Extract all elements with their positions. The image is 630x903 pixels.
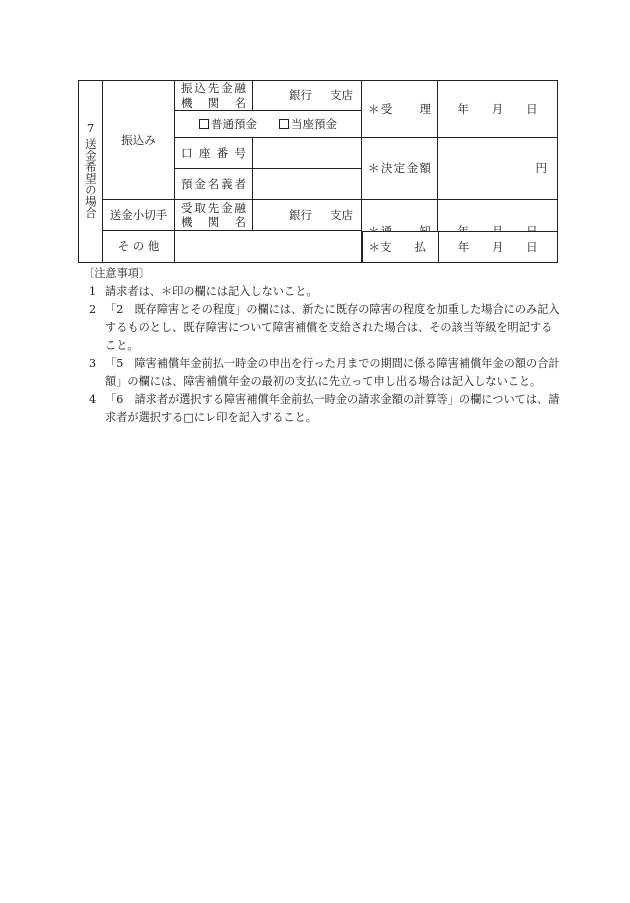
kettei-label: ＊決定金額 [362, 138, 438, 200]
uketori-saki-label: 受取先金融機関名 [175, 200, 253, 231]
kouza-bangou-field[interactable] [253, 138, 362, 169]
note-item [89, 391, 563, 427]
soukin-kogitte-label: 送金小切手 [103, 200, 175, 231]
juri-date-field[interactable] [438, 81, 558, 138]
day-label: 日 [526, 240, 538, 254]
note-number: 4 [89, 393, 97, 406]
section-label: 送金希望の場合 [83, 138, 98, 219]
note-number: 3 [89, 357, 97, 370]
futsuu-option[interactable] [199, 117, 257, 131]
yokin-meigi-field[interactable] [253, 169, 362, 200]
shiharai-overlay [362, 231, 559, 263]
note-text: 「6 請求者が選択する障害補償年金前払一時金の請求金額の計算等」の欄については、請求者が選択する□にレ印を記入すること。 [105, 393, 560, 424]
touza-label: 当座預金 [291, 116, 337, 131]
section-label-cell [79, 81, 103, 263]
kouza-bangou-label: 口座番号 [175, 138, 253, 169]
uketori-bank-field[interactable] [253, 200, 362, 231]
note-number: 1 [89, 285, 97, 298]
sonota-label: そ の 他 [103, 231, 175, 263]
deposit-type-field[interactable] [175, 111, 362, 138]
note-item [89, 283, 563, 301]
notes-section [83, 265, 563, 427]
furikomi-saki-label: 振込先金融機関名 [175, 81, 253, 111]
year-label: 年 [457, 101, 469, 116]
branch-word: 支店 [330, 207, 353, 222]
shiharai-date-field[interactable] [439, 232, 558, 262]
month-label: 月 [491, 240, 504, 254]
section-number: 7 [86, 120, 95, 135]
note-item [89, 355, 563, 391]
furikomi-label: 振込み [103, 81, 175, 200]
note-number: 2 [89, 303, 97, 316]
year-label: 年 [457, 240, 470, 254]
futsuu-label: 普通預金 [211, 116, 257, 131]
bank-word: 銀行 [289, 88, 312, 103]
checkbox-icon[interactable] [279, 119, 289, 129]
shiharai-label: ＊支 払 [363, 232, 439, 262]
day-label: 日 [526, 101, 538, 116]
checkbox-icon[interactable] [199, 119, 209, 129]
note-item [89, 301, 563, 355]
furikomi-bank-field[interactable] [253, 81, 362, 111]
notes-title: 〔注意事項〕 [83, 267, 151, 280]
branch-word: 支店 [330, 88, 353, 103]
yokin-meigi-label: 預金名義者 [175, 169, 253, 200]
note-text: 「5 障害補償年金前払一時金の申出を行った月までの期間に係る障害補償年金の額の合計額」の欄には、障害補償年金の最初の支払に先立って申し出る場合は記入しないこと。 [105, 357, 560, 388]
kettei-amount-field[interactable] [438, 138, 558, 200]
month-label: 月 [491, 101, 504, 116]
note-text: 「2 既存障害とその程度」の欄には、新たに既存の障害の程度を加重した場合にのみ記入するものとし、既存障害について障害補償を支給された場合は、その該当等級を明記すること。 [105, 303, 560, 352]
juri-label: ＊受 理 [362, 81, 438, 138]
yen-label: 円 [535, 161, 547, 176]
bank-word: 銀行 [289, 207, 312, 222]
sonota-field[interactable] [175, 231, 362, 263]
note-text: 請求者は、＊印の欄には記入しないこと。 [105, 285, 318, 298]
touza-option[interactable] [279, 117, 337, 131]
